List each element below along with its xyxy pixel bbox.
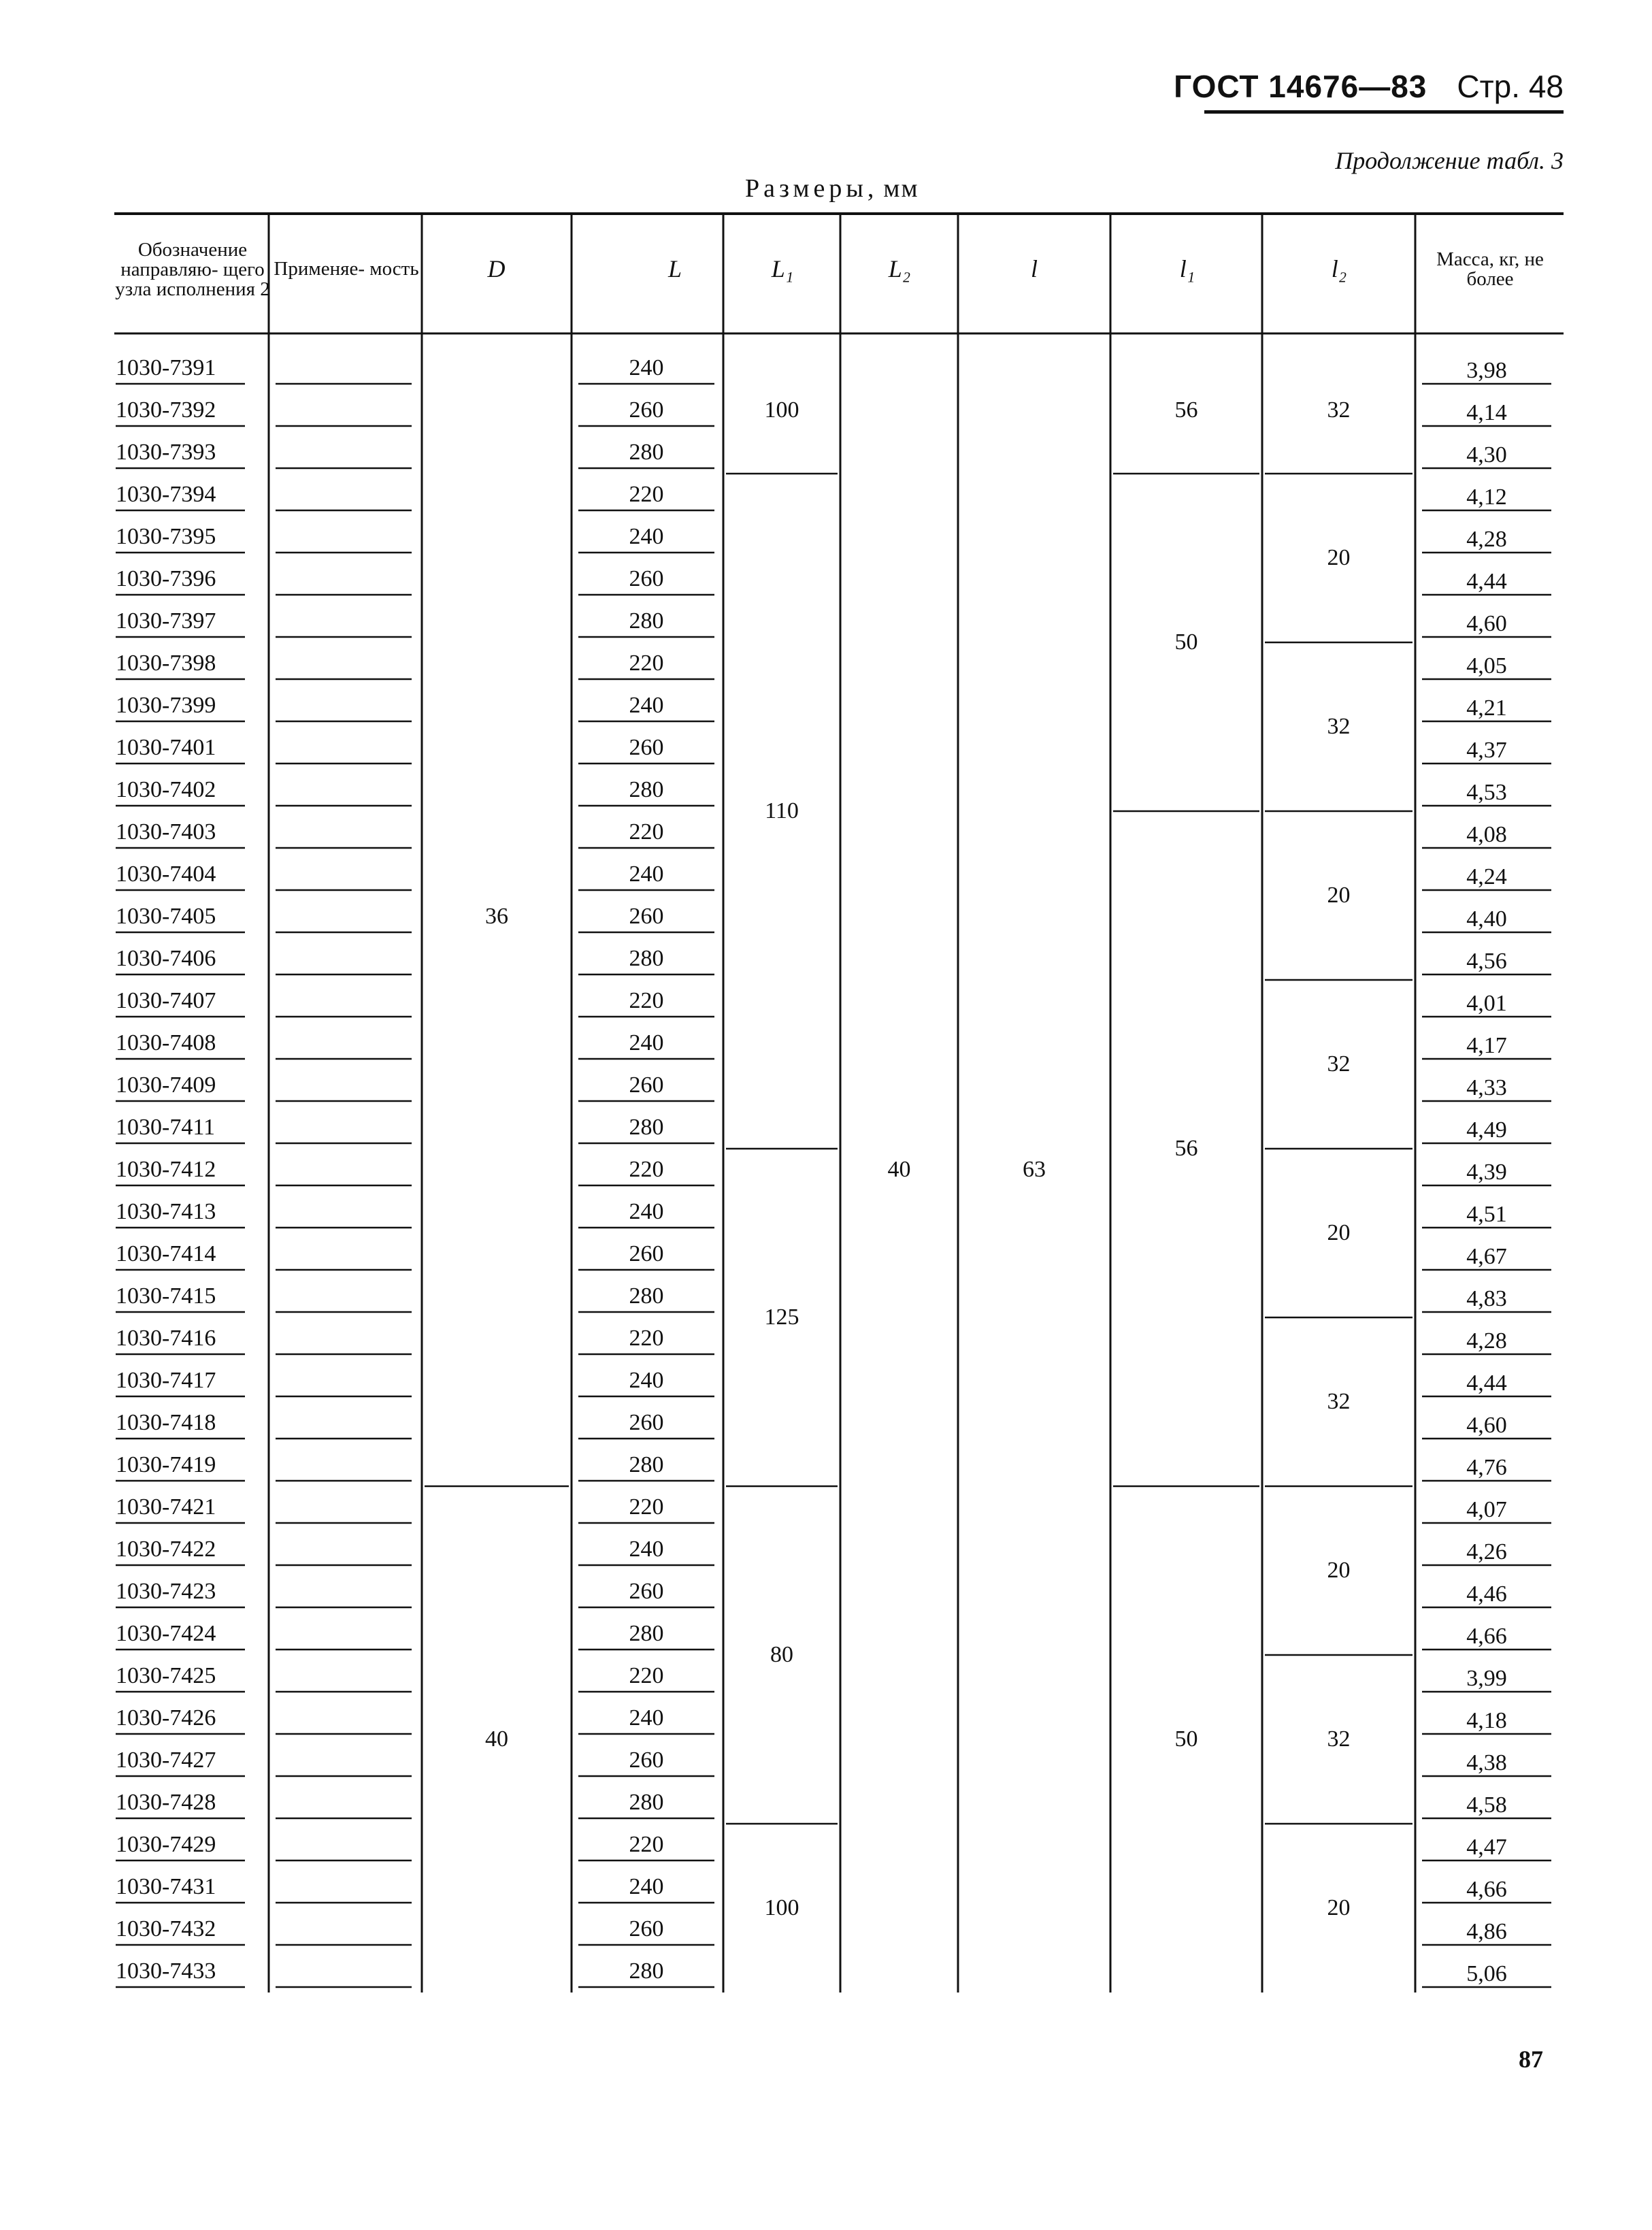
length-cell: 240 bbox=[629, 862, 664, 887]
length-cell: 260 bbox=[629, 904, 664, 929]
merged-cell-L1: 100 bbox=[764, 1895, 799, 1920]
merged-cell-l2: 32 bbox=[1327, 1051, 1351, 1077]
merged-cell-l2: 20 bbox=[1327, 883, 1351, 908]
length-cell: 280 bbox=[629, 1452, 664, 1477]
designation-cell: 1030-7424 bbox=[116, 1621, 216, 1646]
designation-cell: 1030-7414 bbox=[116, 1241, 216, 1266]
designation-cell: 1030-7401 bbox=[116, 735, 216, 760]
designation-cell: 1030-7393 bbox=[116, 440, 216, 465]
mass-cell: 4,37 bbox=[1466, 738, 1507, 763]
designation-cell: 1030-7433 bbox=[116, 1958, 216, 1984]
mass-cell: 4,28 bbox=[1466, 1328, 1507, 1354]
length-cell: 280 bbox=[629, 1283, 664, 1309]
mass-cell: 4,83 bbox=[1466, 1286, 1507, 1311]
designation-cell: 1030-7422 bbox=[116, 1537, 216, 1562]
merged-cell-l2: 20 bbox=[1327, 1895, 1351, 1920]
mass-cell: 3,99 bbox=[1466, 1666, 1507, 1691]
mass-cell: 4,67 bbox=[1466, 1244, 1507, 1269]
length-cell: 280 bbox=[629, 1621, 664, 1646]
merged-cell-l2: 32 bbox=[1327, 714, 1351, 739]
mass-cell: 4,07 bbox=[1466, 1497, 1507, 1522]
designation-cell: 1030-7418 bbox=[116, 1410, 216, 1435]
designation-cell: 1030-7403 bbox=[116, 819, 216, 845]
header-L2: L₂ bbox=[888, 255, 911, 282]
merged-cell-L1: 80 bbox=[770, 1642, 793, 1667]
length-cell: 260 bbox=[629, 735, 664, 760]
designation-cell: 1030-7408 bbox=[116, 1030, 216, 1055]
length-cell: 240 bbox=[629, 1368, 664, 1393]
length-cell: 280 bbox=[629, 440, 664, 465]
length-cell: 240 bbox=[629, 1537, 664, 1562]
length-cell: 280 bbox=[629, 1115, 664, 1140]
length-cell: 280 bbox=[629, 1790, 664, 1815]
mass-cell: 4,30 bbox=[1466, 442, 1507, 468]
length-cell: 260 bbox=[629, 397, 664, 423]
designation-cell: 1030-7406 bbox=[116, 946, 216, 971]
page-number: 87 bbox=[1519, 2046, 1543, 2073]
header-mass: Масса, кг, не более bbox=[1436, 248, 1544, 290]
length-cell: 260 bbox=[629, 1579, 664, 1604]
mass-cell: 4,26 bbox=[1466, 1539, 1507, 1564]
length-cell: 240 bbox=[629, 693, 664, 718]
length-cell: 220 bbox=[629, 1157, 664, 1182]
length-cell: 260 bbox=[629, 1241, 664, 1266]
merged-cell-l1: 56 bbox=[1174, 1136, 1198, 1161]
designation-cell: 1030-7428 bbox=[116, 1790, 216, 1815]
designation-cell: 1030-7398 bbox=[116, 651, 216, 676]
length-cell: 220 bbox=[629, 988, 664, 1013]
designation-cell: 1030-7432 bbox=[116, 1916, 216, 1941]
mass-cell: 4,39 bbox=[1466, 1160, 1507, 1185]
length-cell: 220 bbox=[629, 819, 664, 845]
mass-cell: 4,86 bbox=[1466, 1919, 1507, 1944]
merged-cell-D: 40 bbox=[485, 1726, 508, 1752]
length-cell: 240 bbox=[629, 1705, 664, 1731]
caption-text: Размеры, bbox=[745, 174, 878, 203]
mass-cell: 4,46 bbox=[1466, 1581, 1507, 1607]
merged-cell-l2: 20 bbox=[1327, 1220, 1351, 1245]
designation-cell: 1030-7429 bbox=[116, 1832, 216, 1857]
designation-cell: 1030-7412 bbox=[116, 1157, 216, 1182]
mass-cell: 4,01 bbox=[1466, 991, 1507, 1016]
length-cell: 220 bbox=[629, 1832, 664, 1857]
mass-cell: 4,18 bbox=[1466, 1708, 1507, 1733]
length-cell: 220 bbox=[629, 1494, 664, 1520]
designation-cell: 1030-7407 bbox=[116, 988, 216, 1013]
header-applicability: Применяе- мость bbox=[274, 257, 419, 280]
mass-cell: 4,24 bbox=[1466, 864, 1507, 889]
mass-cell: 4,14 bbox=[1466, 400, 1507, 425]
mass-cell: 5,06 bbox=[1466, 1961, 1507, 1986]
merged-cell-l1: 50 bbox=[1174, 629, 1198, 655]
merged-cell-l2: 32 bbox=[1327, 397, 1351, 423]
designation-cell: 1030-7394 bbox=[116, 482, 216, 507]
designation-cell: 1030-7395 bbox=[116, 524, 216, 549]
mass-cell: 3,98 bbox=[1466, 358, 1507, 383]
designation-cell: 1030-7399 bbox=[116, 693, 216, 718]
merged-cell-L2: 40 bbox=[887, 1157, 911, 1182]
length-cell: 220 bbox=[629, 1663, 664, 1688]
mass-cell: 4,76 bbox=[1466, 1455, 1507, 1480]
designation-cell: 1030-7397 bbox=[116, 608, 216, 634]
mass-cell: 4,21 bbox=[1466, 695, 1507, 721]
mass-cell: 4,60 bbox=[1466, 1413, 1507, 1438]
length-cell: 220 bbox=[629, 651, 664, 676]
designation-cell: 1030-7421 bbox=[116, 1494, 216, 1520]
designation-cell: 1030-7402 bbox=[116, 777, 216, 802]
mass-cell: 4,38 bbox=[1466, 1750, 1507, 1775]
merged-cell-l2: 20 bbox=[1327, 545, 1351, 570]
length-cell: 240 bbox=[629, 1874, 664, 1899]
designation-cell: 1030-7425 bbox=[116, 1663, 216, 1688]
mass-cell: 4,66 bbox=[1466, 1877, 1507, 1902]
length-cell: 260 bbox=[629, 566, 664, 591]
mass-cell: 4,44 bbox=[1466, 1371, 1507, 1396]
mass-cell: 4,40 bbox=[1466, 906, 1507, 932]
header-l: l bbox=[1030, 255, 1038, 282]
mass-cell: 4,08 bbox=[1466, 822, 1507, 847]
mass-cell: 4,49 bbox=[1466, 1117, 1507, 1143]
length-cell: 240 bbox=[629, 1030, 664, 1055]
mass-cell: 4,17 bbox=[1466, 1033, 1507, 1058]
mass-cell: 4,28 bbox=[1466, 527, 1507, 552]
merged-cell-D: 36 bbox=[485, 904, 508, 929]
designation-cell: 1030-7415 bbox=[116, 1283, 216, 1309]
designation-cell: 1030-7431 bbox=[116, 1874, 216, 1899]
designation-cell: 1030-7423 bbox=[116, 1579, 216, 1604]
length-cell: 260 bbox=[629, 1748, 664, 1773]
length-cell: 240 bbox=[629, 355, 664, 380]
merged-cell-l: 63 bbox=[1023, 1157, 1046, 1182]
header-l2: l₂ bbox=[1331, 255, 1347, 282]
mass-cell: 4,58 bbox=[1466, 1792, 1507, 1818]
designation-cell: 1030-7405 bbox=[116, 904, 216, 929]
mass-cell: 4,44 bbox=[1466, 569, 1507, 594]
mass-cell: 4,12 bbox=[1466, 485, 1507, 510]
length-cell: 280 bbox=[629, 946, 664, 971]
merged-cell-l1: 50 bbox=[1174, 1726, 1198, 1752]
standard-code: ГОСТ 14676—83 bbox=[1174, 69, 1427, 104]
designation-cell: 1030-7409 bbox=[116, 1072, 216, 1098]
length-cell: 220 bbox=[629, 1326, 664, 1351]
page-label: Стр. 48 bbox=[1457, 69, 1564, 104]
header-L1: L₁ bbox=[771, 255, 794, 282]
mass-cell: 4,33 bbox=[1466, 1075, 1507, 1100]
length-cell: 280 bbox=[629, 777, 664, 802]
designation-cell: 1030-7427 bbox=[116, 1748, 216, 1773]
designation-cell: 1030-7391 bbox=[116, 355, 216, 380]
header-l1: l₁ bbox=[1179, 255, 1195, 282]
mass-cell: 4,60 bbox=[1466, 611, 1507, 636]
designation-cell: 1030-7396 bbox=[116, 566, 216, 591]
mass-cell: 4,47 bbox=[1466, 1835, 1507, 1860]
merged-cell-l2: 32 bbox=[1327, 1726, 1351, 1752]
mass-cell: 4,05 bbox=[1466, 653, 1507, 678]
merged-cell-L1: 110 bbox=[765, 798, 799, 823]
designation-cell: 1030-7426 bbox=[116, 1705, 216, 1731]
length-cell: 220 bbox=[629, 482, 664, 507]
designation-cell: 1030-7419 bbox=[116, 1452, 216, 1477]
designation-cell: 1030-7416 bbox=[116, 1326, 216, 1351]
continuation-note: Продолжение табл. 3 bbox=[1335, 147, 1564, 174]
merged-cell-l2: 20 bbox=[1327, 1558, 1351, 1583]
designation-cell: 1030-7411 bbox=[116, 1115, 216, 1140]
mass-cell: 4,51 bbox=[1466, 1202, 1507, 1227]
designation-cell: 1030-7404 bbox=[116, 862, 216, 887]
length-cell: 240 bbox=[629, 1199, 664, 1224]
length-cell: 260 bbox=[629, 1916, 664, 1941]
mass-cell: 4,66 bbox=[1466, 1624, 1507, 1649]
length-cell: 260 bbox=[629, 1072, 664, 1098]
merged-cell-L1: 125 bbox=[764, 1305, 799, 1330]
designation-cell: 1030-7417 bbox=[116, 1368, 216, 1393]
merged-cell-l1: 56 bbox=[1174, 397, 1198, 423]
merged-cell-L1: 100 bbox=[764, 397, 799, 423]
designation-cell: 1030-7392 bbox=[116, 397, 216, 423]
length-cell: 260 bbox=[629, 1410, 664, 1435]
header-D: D bbox=[487, 255, 506, 282]
designation-cell: 1030-7413 bbox=[116, 1199, 216, 1224]
header-L: L bbox=[667, 255, 682, 282]
header-designation: Обозначение направляю- щего узла исполнения 2 bbox=[115, 238, 270, 300]
length-cell: 280 bbox=[629, 608, 664, 634]
caption-unit: мм bbox=[883, 174, 919, 203]
mass-cell: 4,56 bbox=[1466, 949, 1507, 974]
length-cell: 240 bbox=[629, 524, 664, 549]
merged-cell-l2: 32 bbox=[1327, 1389, 1351, 1414]
mass-cell: 4,53 bbox=[1466, 780, 1507, 805]
length-cell: 280 bbox=[629, 1958, 664, 1984]
